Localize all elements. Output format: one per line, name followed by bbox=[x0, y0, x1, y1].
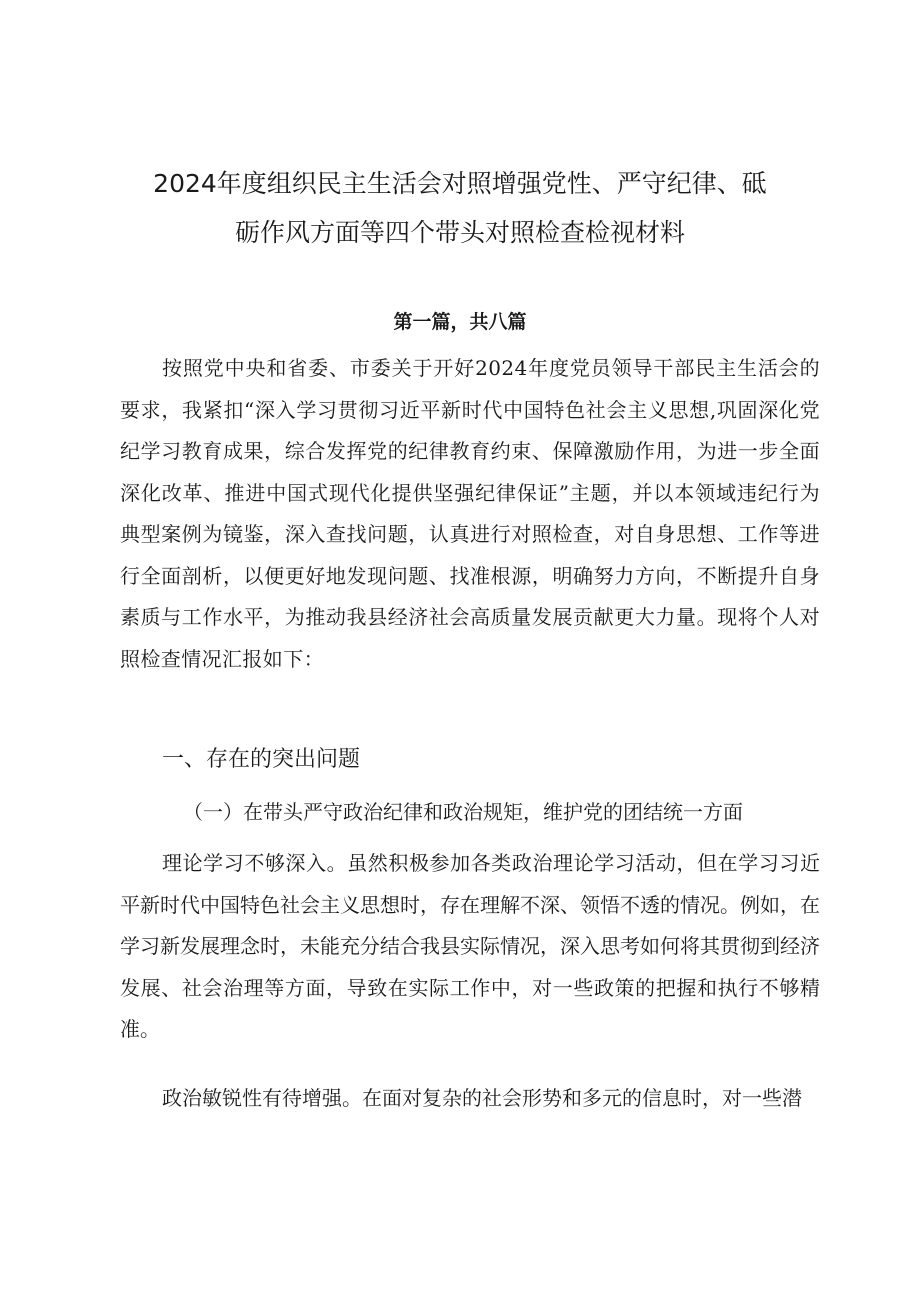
document-subtitle: 第一篇，共八篇 bbox=[393, 311, 527, 333]
intro-paragraph: 按照党中央和省委、市委关于开好2024年度党员领导干部民主生活会的要求，我紧扣“深入学习贯彻习近平新时代中国特色社会主义思想,巩固深化党纪学习教育成果，综合发挥党的纪律教育约束、保障激励作用，为进一步全面深化改革、推进中国式现代化提供坚强纪律保证”主题，并以本领域违纪行为典型案例为镜鉴，深入查找问题，认真进行对照检查，对自身思想、工作等进行全面剖析，以便更好地发现问题、找准根源，明确努力方向，不断提升自身素质与工作水平，为推动我县经济社会高质量发展贡献更大力量。现将个人对照检查情况汇报如下： bbox=[120, 356, 820, 671]
subsection-heading-political-discipline: （一）在带头严守政治纪律和政治规矩，维护党的团结统一方面 bbox=[183, 800, 743, 824]
paragraph-political-sensitivity: 政治敏锐性有待增强。在面对复杂的社会形势和多元的信息时，对一些潜 bbox=[162, 1086, 802, 1110]
section-heading-problems: 一、存在的突出问题 bbox=[162, 747, 361, 772]
document-title-line-2: 砺作风方面等四个带头对照检查检视材料 bbox=[234, 218, 685, 247]
document-title-line-1: 2024年度组织民主生活会对照增强党性、严守纪律、砥 bbox=[153, 169, 767, 198]
paragraph-theory-study: 理论学习不够深入。虽然积极参加各类政治理论学习活动，但在学习习近平新时代中国特色社会主义思想时，存在理解不深、领悟不透的情况。例如，在学习新发展理念时，未能充分结合我县实际情况，深入思考如何将其贯彻到经济发展、社会治理等方面，导致在实际工作中，对一些政策的把握和执行不够精准。 bbox=[120, 851, 820, 1041]
